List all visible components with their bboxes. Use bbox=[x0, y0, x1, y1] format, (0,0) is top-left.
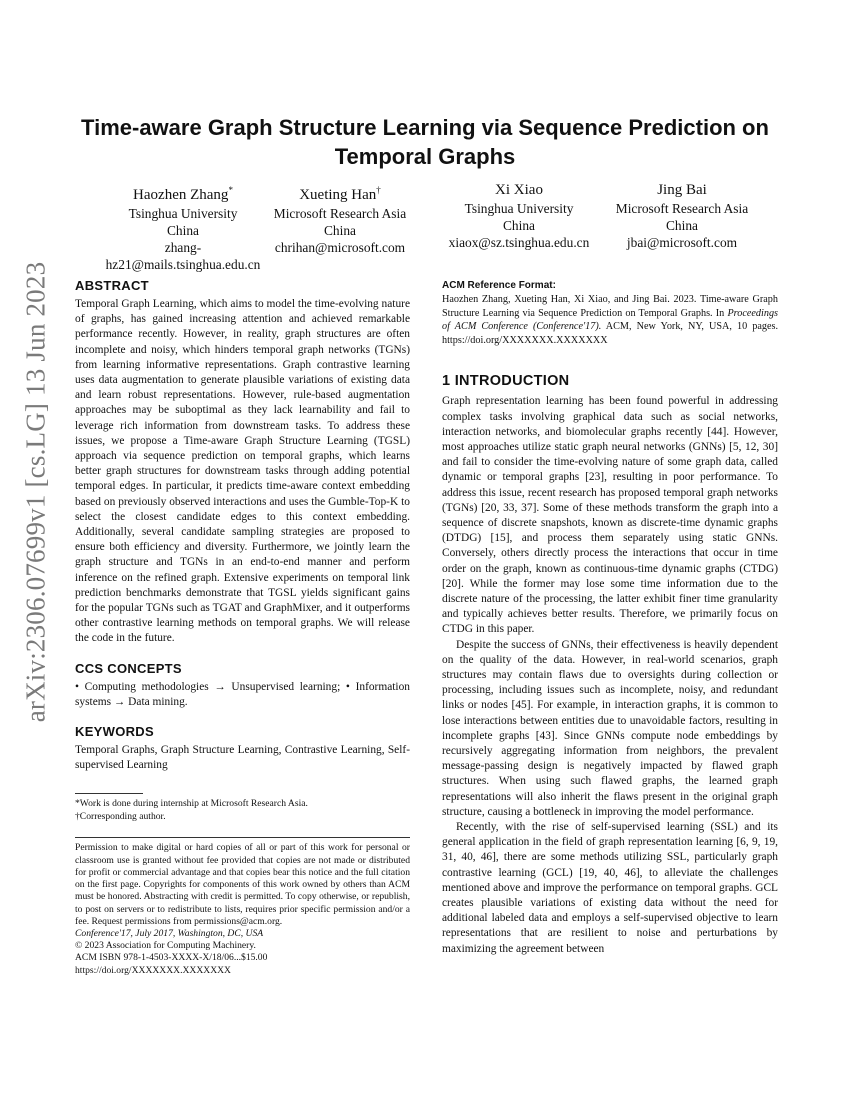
copyright-line: © 2023 Association for Computing Machinery. bbox=[75, 940, 256, 952]
keywords-text: Temporal Graphs, Graph Structure Learning, Contrastive Learning, Self-supervised Learning bbox=[75, 744, 410, 772]
introduction-paragraph-2: Despite the success of GNNs, their effectiveness is heavily dependent on the quality of the data. However, in real-world scenarios, graph structures may contain flaws due to oversights during collection or processing, including issues such as incomplete, noisy, and redundant links or nodes [45]. For example, in interaction graphs, it is common to lose interactions between entities due to unavoidable factors, resulting in incomplete graphs [43]. Since GNNs compute node embeddings by recursively aggregating information from neighbors, the prevalent message-passing design is negatively impacted by flawed graph structures. When using such flawed graphs, the learned graph representations will also inherit the flaws present in the original graph structure, causing a bottleneck in improving the model performance. bbox=[442, 638, 778, 818]
reference-format-heading: ACM Reference Format: bbox=[442, 280, 556, 291]
author-affiliation: Tsinghua University bbox=[128, 206, 238, 221]
footnotes bbox=[75, 793, 410, 823]
isbn-line: ACM ISBN 978-1-4503-XXXX-X/18/06...$15.00 bbox=[75, 952, 268, 964]
author-email: jbai@microsoft.com bbox=[626, 235, 738, 250]
author-4 bbox=[587, 180, 777, 251]
reference-format-line1: Haozhen Zhang, Xueting Han, Xi Xiao, and Jing Bai. 2023. Time-aware Graph Structure Learning via Sequence Prediction on Temporal Graphs. In bbox=[442, 294, 778, 319]
author-name: Xueting Han bbox=[299, 187, 377, 203]
introduction-paragraph-1: Graph representation learning has been found powerful in addressing complex tasks involving graphical data such as social networks, interaction networks, and biomolecular graphs recently [44]. However, most approaches utilize static graph neural networks (GNNs) [5, 12, 30] and fail to consider the time-evolving nature of some graph data, called dynamic or temporal graphs [23], resulting in poor performance. To address this issue, recent research has proposed temporal graph networks (TGNs) [20, 33, 37]. Some of these methods transform the graph into a sequence of discrete snapshots, known as discrete-time dynamic graphs (DTDG) [15], and process them separately using static GNNs. Conversely, others directly process the interactions that occur in time order on the graph, known as continuous-time dynamic graphs (CTDG) [20]. While the former may lose some time information due to the discrete nature of the processing, the latter exhibit finer time granularity and typically achieves better results. Therefore, we primarily focus on CTDG in this paper. bbox=[442, 395, 778, 636]
introduction-heading: 1 INTRODUCTION bbox=[442, 373, 570, 390]
author-name: Jing Bai bbox=[657, 182, 707, 198]
author-email: xiaox@sz.tsinghua.edu.cn bbox=[448, 235, 590, 250]
permission-text: Permission to make digital or hard copies of all or part of this work for personal or classroom use is granted without fee provided that copies are not made or distributed for profit or commercial advantage and that copies bear this notice and the full citation on the first page. Copyrights for components of this work owned by others than ACM must be honored. Abstracting with credit is permitted. To copy otherwise, or republish, to post on servers or to redistribute to lists, requires prior specific permission and/or a fee. Request permissions from permissions@acm.org. bbox=[75, 842, 410, 927]
reference-format-text bbox=[442, 293, 778, 347]
author-3 bbox=[424, 180, 614, 251]
author-country: China bbox=[324, 223, 356, 238]
author-name: Haozhen Zhang bbox=[133, 187, 229, 203]
reference-format-venue: Proceedings of ACM Conference (Conference'17). bbox=[442, 307, 778, 333]
conference-line: Conference'17, July 2017, Washington, DC, USA bbox=[75, 927, 264, 939]
left-column bbox=[75, 278, 410, 977]
author-affiliation: Microsoft Research Asia bbox=[273, 206, 407, 221]
footnote-rule bbox=[75, 793, 143, 794]
arxiv-stamp bbox=[12, 261, 60, 723]
right-column bbox=[442, 280, 778, 957]
author-country: China bbox=[503, 218, 535, 233]
ccs-text: • Computing methodologies → Unsupervised learning; • Information systems → Data mining. bbox=[75, 680, 410, 708]
abstract-heading: ABSTRACT bbox=[75, 278, 149, 293]
keywords-heading: KEYWORDS bbox=[75, 724, 154, 740]
introduction-paragraph-3: Recently, with the rise of self-supervised learning (SSL) and its general application in the field of graph representation learning [6, 9, 19, 31, 40, 46], there are some methods utilizing SSL, particularly graph contrastive learning (GCL) [19, 40, 46], to alleviate the challenges mentioned above and improve the performance on temporal graphs. GCL creates plausible variations of existing data without the need for additional labeled data and employs a self-supervised objective to learn representations that are resilient to noise and perturbations by maximizing the agreement between bbox=[442, 821, 778, 955]
permission-rule bbox=[75, 837, 410, 838]
author-affiliation: Tsinghua University bbox=[464, 201, 574, 216]
permission-block bbox=[75, 837, 410, 976]
doi-line: https://doi.org/XXXXXXX.XXXXXXX bbox=[75, 964, 231, 976]
author-country: China bbox=[666, 218, 698, 233]
abstract-text: Temporal Graph Learning, which aims to model the time-evolving nature of graphs, has gained increasing attention and achieved remarkable performance recently. However, in reality, graph structures are often incomplete and noisy, which hinders temporal graph networks (TGNs) from learning informative representations. Graph contrastive learning uses data augmentation to generate plausible variations of existing data and learn robust representations. However, rule-based augmentation approaches may be suboptimal as they lack learnability and fail to leverage rich information from downstream tasks. To address these issues, we propose a Time-aware Graph Structure Learning (TGSL) approach via sequence prediction on temporal graphs, which learns better graph structures for downstream tasks through adding potential temporal edges. In particular, it predicts time-aware context embedding based on previously observed interactions and uses the Gumble-Top-K to select the closest candidate edges to this context embedding. Additionally, several candidate sampling strategies are proposed to ensure both efficiency and diversity. Furthermore, we jointly learn the graph structure and TGNs in an end-to-end manner and perform inference on the refined graph. Extensive experiments on temporal link prediction benchmarks demonstrate that TGSL yields significant gains for the popular TGNs such as TGAT and GraphMixer, and it outperforms other contrastive learning methods on temporal graphs. We will release the code in the future. bbox=[75, 298, 410, 645]
author-mark: * bbox=[228, 185, 233, 195]
author-affiliation: Microsoft Research Asia bbox=[615, 201, 749, 216]
arxiv-stamp-text: arXiv:2306.07699v1 [cs.LG] 13 Jun 2023 bbox=[20, 261, 51, 723]
author-email: chrihan@microsoft.com bbox=[274, 240, 406, 255]
author-email-cont: hz21@mails.tsinghua.edu.cn bbox=[105, 257, 261, 272]
footnote-2: †Corresponding author. bbox=[75, 810, 166, 822]
reference-format-line2: ACM, New York, NY, USA, 10 pages. https://doi.org/XXXXXXX.XXXXXXX bbox=[442, 321, 778, 346]
author-country: China bbox=[167, 223, 199, 238]
author-name: Xi Xiao bbox=[495, 182, 543, 198]
author-2 bbox=[245, 180, 435, 256]
paper-title: Time-aware Graph Structure Learning via Sequence Prediction on Temporal Graphs bbox=[81, 115, 769, 169]
ccs-heading: CCS CONCEPTS bbox=[75, 660, 182, 676]
author-email: zhang- bbox=[164, 240, 202, 255]
author-mark: † bbox=[376, 185, 381, 195]
footnote-1: *Work is done during internship at Microsoft Research Asia. bbox=[75, 798, 308, 810]
